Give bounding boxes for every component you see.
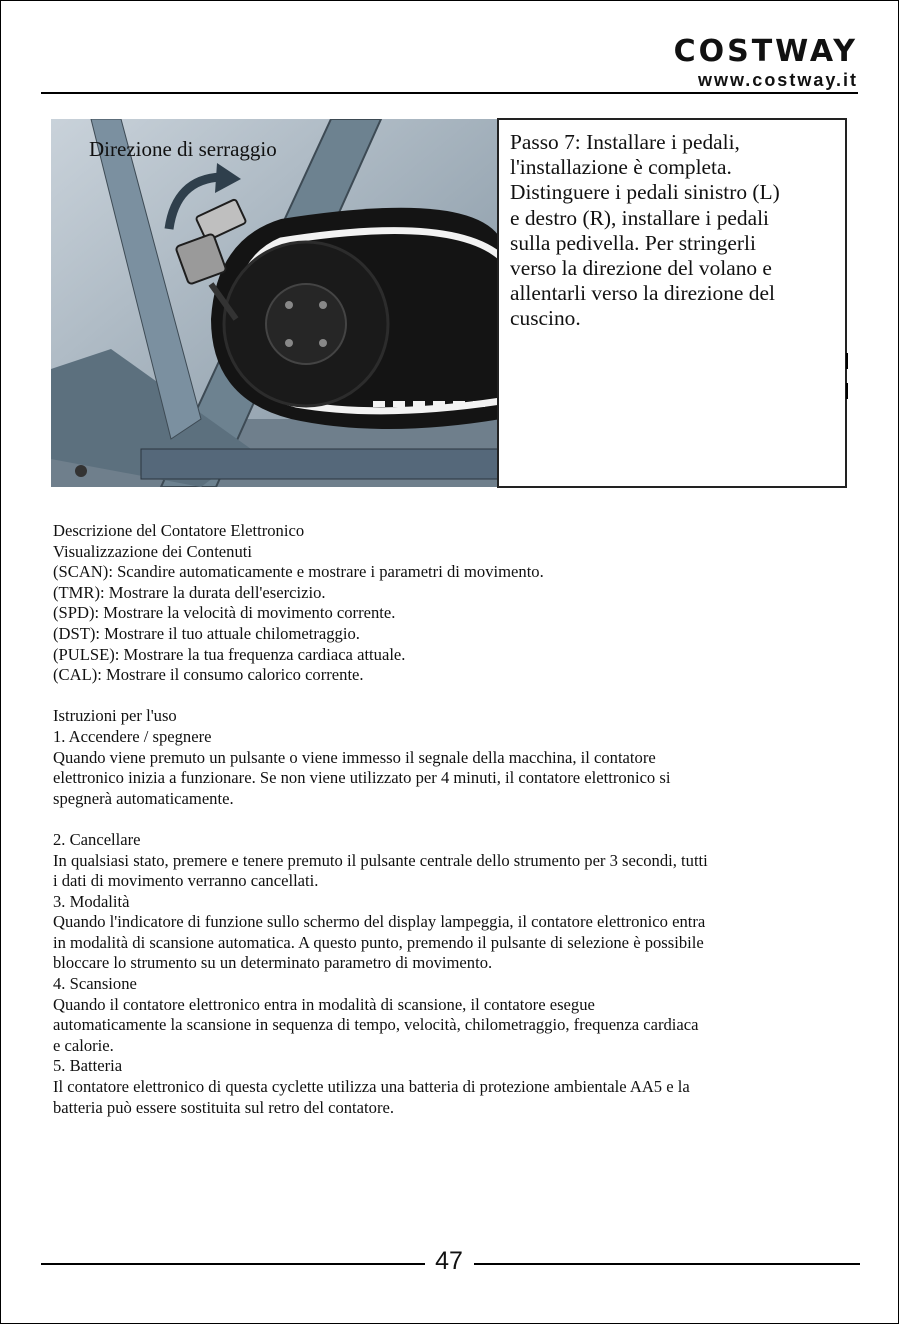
description-subtitle: Visualizzazione dei Contenuti bbox=[53, 541, 252, 561]
display-item-scan: (SCAN): Scandire automaticamente e mostrare i parametri di movimento. bbox=[53, 562, 544, 582]
footer-divider-right bbox=[474, 1263, 860, 1265]
section-line: Quando il contatore elettronico entra in modalità di scansione, il contatore esegue bbox=[53, 994, 595, 1014]
frame-base-bar bbox=[141, 449, 501, 479]
step-7-textbox bbox=[497, 118, 847, 488]
display-item-dst: (DST): Mostrare il tuo attuale chilometraggio. bbox=[53, 623, 360, 643]
display-item-cal: (CAL): Mostrare il consumo calorico corrente. bbox=[53, 665, 364, 685]
step-line: verso la direzione del volano e bbox=[510, 256, 772, 281]
body-text bbox=[53, 521, 853, 1118]
spacer bbox=[53, 686, 853, 707]
section-line: Quando l'indicatore di funzione sullo schermo del display lampeggia, il contatore elettronico entra bbox=[53, 912, 706, 932]
pedal-installation-photo bbox=[51, 119, 501, 487]
section-heading-clear: 2. Cancellare bbox=[53, 829, 141, 849]
step-7-text bbox=[510, 130, 835, 332]
section-line: In qualsiasi stato, premere e tenere premuto il pulsante centrale dello strumento per 3 secondi, tutti bbox=[53, 850, 708, 870]
section-line: Quando viene premuto un pulsante o viene immesso il segnale della macchina, il contatore bbox=[53, 747, 656, 767]
display-item-spd: (SPD): Mostrare la velocità di movimento corrente. bbox=[53, 603, 396, 623]
page-number: 47 bbox=[435, 1247, 463, 1275]
step-line: sulla pedivella. Per stringerli bbox=[510, 230, 756, 255]
section-line: Il contatore elettronico di questa cyclette utilizza una batteria di protezione ambientale AA5 e la bbox=[53, 1077, 690, 1097]
section-heading-power: 1. Accendere / spegnere bbox=[53, 726, 212, 746]
header-divider bbox=[41, 92, 858, 94]
box-mark bbox=[846, 353, 848, 369]
step-line: cuscino. bbox=[510, 306, 581, 331]
section-heading-scan: 4. Scansione bbox=[53, 974, 137, 994]
step-line: Passo 7: Installare i pedali, bbox=[510, 130, 740, 154]
section-line: in modalità di scansione automatica. A questo punto, premendo il pulsante di selezione è possibile bbox=[53, 932, 704, 952]
step-line: allentarli verso la direzione del bbox=[510, 281, 775, 306]
box-mark bbox=[846, 383, 848, 399]
description-title: Descrizione del Contatore Elettronico bbox=[53, 521, 305, 540]
section-line: i dati di movimento verranno cancellati. bbox=[53, 871, 319, 891]
spacer bbox=[53, 809, 853, 830]
frame-bolt bbox=[75, 465, 87, 477]
display-item-tmr: (TMR): Mostrare la durata dell'esercizio. bbox=[53, 582, 326, 602]
brand-url: www.costway.it bbox=[697, 70, 858, 90]
display-item-pulse: (PULSE): Mostrare la tua frequenza cardiaca attuale. bbox=[53, 644, 406, 664]
section-line: e calorie. bbox=[53, 1035, 114, 1055]
section-line: bloccare lo strumento su un determinato parametro di movimento. bbox=[53, 953, 493, 973]
section-line: automaticamente la scansione in sequenza di tempo, velocità, chilometraggio, frequenza cardiaca bbox=[53, 1015, 699, 1035]
section-line: spegnerà automaticamente. bbox=[53, 788, 234, 808]
section-line: batteria può essere sostituita sul retro del contatore. bbox=[53, 1097, 394, 1117]
crank-hub bbox=[266, 284, 346, 364]
section-line: elettronico inizia a funzionare. Se non viene utilizzato per 4 minuti, il contatore elettronico si bbox=[53, 768, 671, 788]
step-line: Distinguere i pedali sinistro (L) bbox=[510, 180, 780, 205]
section-heading-battery: 5. Batteria bbox=[53, 1056, 123, 1076]
instructions-title: Istruzioni per l'uso bbox=[53, 706, 177, 726]
exercise-bike-illustration bbox=[51, 119, 501, 487]
brand-name: COSTWAY bbox=[673, 34, 858, 69]
step-line: e destro (R), installare i pedali bbox=[510, 205, 769, 230]
footer-divider-left bbox=[41, 1263, 425, 1265]
section-heading-mode: 3. Modalità bbox=[53, 891, 130, 911]
figure-caption: Direzione di serraggio bbox=[89, 137, 277, 161]
brand-logo bbox=[673, 34, 858, 90]
step-line: l'installazione è completa. bbox=[510, 155, 732, 180]
